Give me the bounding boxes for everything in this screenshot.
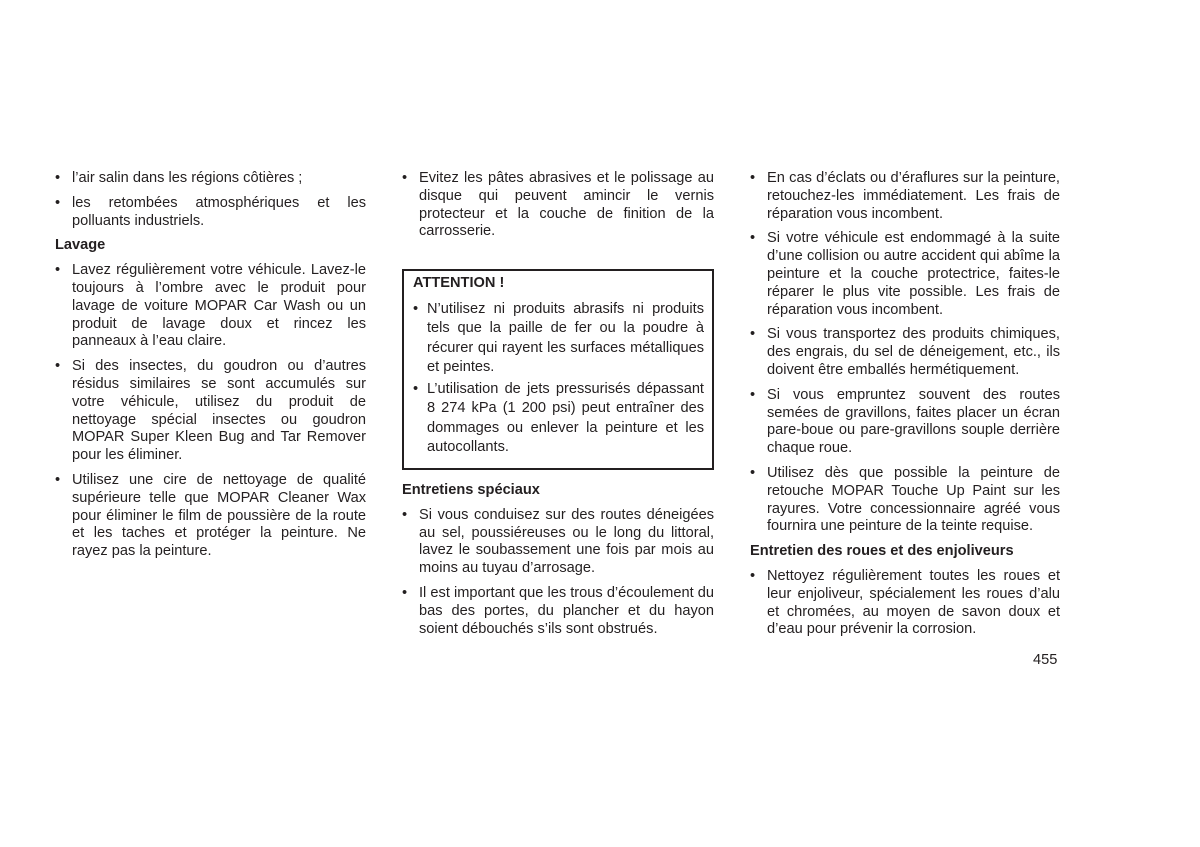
list-item: • Lavez régulièrement votre véhicule. Lavez-le toujours à l’ombre avec le produit pour lavage de voiture MOPAR Car Wash ou un produit de lavage doux et rincez les panneaux à l’eau claire. <box>55 262 366 351</box>
list-item: • Si votre véhicule est endommagé à la suite d’une collision ou autre accident qui abîme la peinture et la couche protectrice, faites-le réparer le plus vite possible. Les frais de réparation vous incombent. <box>750 230 1060 319</box>
list-item: • Nettoyez régulièrement toutes les roues et leur enjoliveur, spécialement les roues d’alu et chromées, au moyen de savon doux et d’eau pour prévenir la corrosion. <box>750 568 1060 639</box>
list-item: • Utilisez une cire de nettoyage de qualité supérieure telle que MOPAR Cleaner Wax pour éliminer le film de poussière de la route et les taches et protéger la peinture. Ne rayez pas la peinture. <box>55 472 366 561</box>
list-item: • les retombées atmosphériques et les polluants industriels. <box>55 195 366 231</box>
list-item: • Si vous conduisez sur des routes déneigées au sel, poussiéreuses ou le long du littoral, lavez le soubassement une fois par mois au moins au tuyau d’arrosage. <box>402 507 714 578</box>
attention-item: • L’utilisation de jets pressurisés dépassant 8 274 kPa (1 200 psi) peut entraîner des dommages ou enlever la peinture et les autocollants. <box>413 380 704 458</box>
section-heading-roues: Entretien des roues et des enjoliveurs <box>750 543 1014 560</box>
attention-title: ATTENTION ! <box>413 275 505 292</box>
list-item: • Si des insectes, du goudron ou d’autres résidus similaires se sont accumulés sur votre véhicule, utilisez du produit de nettoyage spécial insectes ou goudron MOPAR Super Kleen Bug and Tar Remover pour les éliminer. <box>55 358 366 465</box>
column-left <box>55 170 366 568</box>
attention-box <box>402 269 714 470</box>
section-heading-entretiens-speciaux: Entretiens spéciaux <box>402 481 540 498</box>
list-item: • Evitez les pâtes abrasives et le polissage au disque qui peuvent amincir le vernis protecteur et la couche de finition de la carrosserie. <box>402 170 714 241</box>
column-middle <box>402 170 714 645</box>
page-number: 455 <box>1033 652 1058 668</box>
list-item: • Si vous transportez des produits chimiques, des engrais, du sel de déneigement, etc., ils doivent être emballés hermétiquement. <box>750 326 1060 379</box>
column-right <box>750 170 1060 646</box>
section-heading-lavage: Lavage <box>55 237 106 254</box>
list-item: • l’air salin dans les régions côtières ; <box>55 170 366 188</box>
attention-item: • N’utilisez ni produits abrasifs ni produits tels que la paille de fer ou la poudre à récurer qui rayent les surfaces métalliques et peintes. <box>413 300 704 378</box>
list-item: • Utilisez dès que possible la peinture de retouche MOPAR Touche Up Paint sur les rayures. Votre concessionnaire agréé vous fournira une peinture de la teinte requise. <box>750 465 1060 536</box>
list-item: • Si vous empruntez souvent des routes semées de gravillons, faites placer un écran pare-boue ou pare-gravillons souple derrière chaque roue. <box>750 387 1060 458</box>
list-item: • En cas d’éclats ou d’éraflures sur la peinture, retouchez-les immédiatement. Les frais de réparation vous incombent. <box>750 170 1060 223</box>
list-item: • Il est important que les trous d’écoulement du bas des portes, du plancher et du hayon soient débouchés s’ils sont obstrués. <box>402 585 714 638</box>
